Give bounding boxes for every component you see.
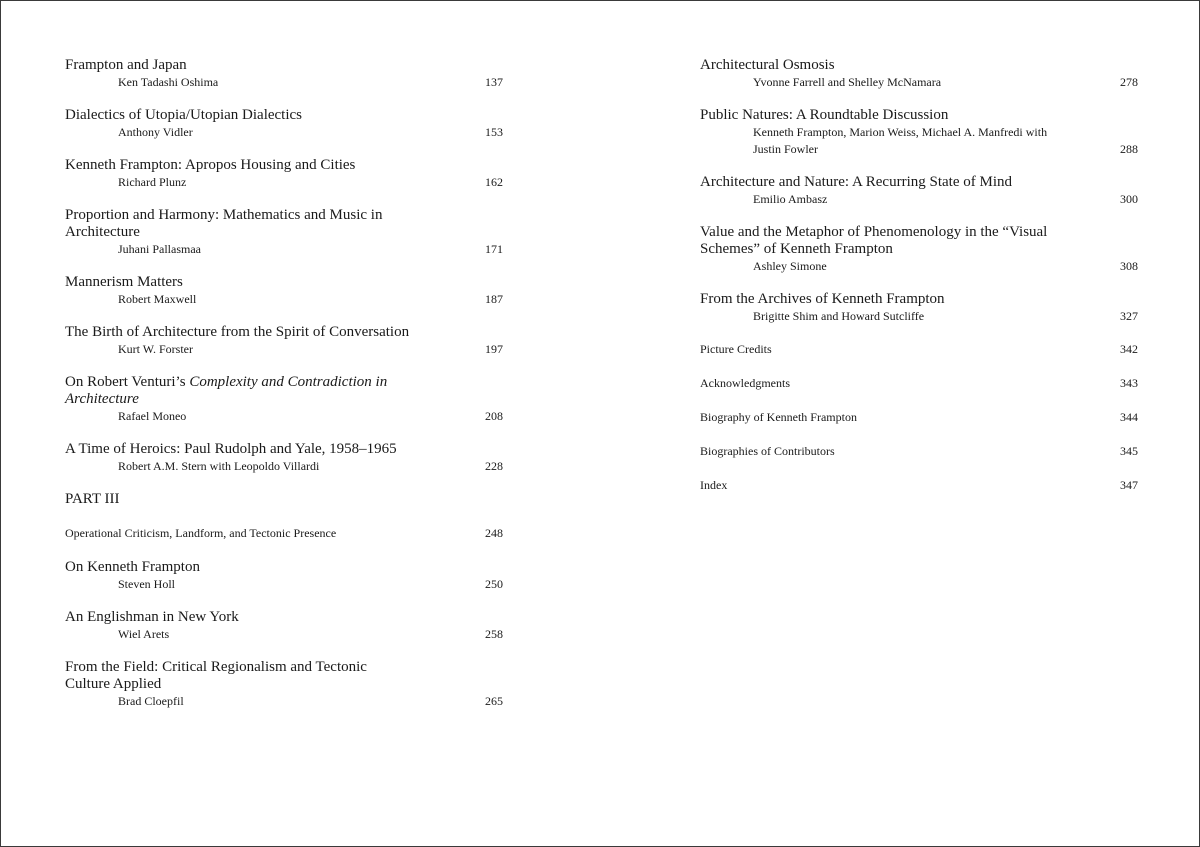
- entry-author: Robert A.M. Stern with Leopoldo Villardi: [118, 459, 320, 473]
- entry-author: Richard Plunz: [118, 175, 187, 189]
- toc-entry: [65, 107, 503, 141]
- entry-author: Robert Maxwell: [118, 292, 197, 306]
- part-heading: PART III: [65, 491, 120, 507]
- entry-page-number: 300: [1120, 192, 1138, 206]
- back-matter-entry: [700, 409, 1138, 426]
- toc-entry: [65, 274, 503, 308]
- toc-entry: [700, 57, 1138, 91]
- entry-author: Emilio Ambasz: [753, 192, 828, 206]
- toc-entry: [65, 374, 503, 425]
- toc-entry: [700, 291, 1138, 325]
- entry-title: Picture Credits: [700, 342, 772, 356]
- toc-entry: [65, 157, 503, 191]
- entry-title: Public Natures: A Roundtable Discussion: [700, 107, 949, 123]
- entry-author: Ashley Simone: [753, 259, 827, 273]
- back-matter-entry: [700, 477, 1138, 494]
- entry-page-number: 288: [1120, 142, 1138, 156]
- entry-page-number: 171: [485, 242, 503, 256]
- toc-entry: [65, 441, 503, 475]
- entry-page-number: 342: [1120, 342, 1138, 356]
- entry-page-number: 208: [485, 409, 503, 423]
- entry-author: Brad Cloepfil: [118, 694, 184, 708]
- entry-page-number: 258: [485, 627, 503, 641]
- entry-title: Mannerism Matters: [65, 274, 183, 290]
- back-matter-entry: [700, 341, 1138, 358]
- entry-author: Rafael Moneo: [118, 409, 187, 423]
- entry-page-number: 343: [1120, 376, 1138, 390]
- entry-title: Operational Criticism, Landform, and Tectonic Presence: [65, 526, 337, 540]
- entry-title: Biography of Kenneth Frampton: [700, 410, 857, 424]
- entry-title: Kenneth Frampton: Apropos Housing and Cities: [65, 157, 356, 173]
- entry-page-number: 308: [1120, 259, 1138, 273]
- entry-page-number: 345: [1120, 444, 1138, 458]
- entry-title: Architectural Osmosis: [700, 57, 835, 73]
- entry-page-number: 187: [485, 292, 503, 306]
- entry-title: The Birth of Architecture from the Spirit of Conversation: [65, 324, 410, 340]
- toc-entry: [65, 659, 503, 710]
- entry-title: An Englishman in New York: [65, 609, 239, 625]
- entry-title: Architecture and Nature: A Recurring State of Mind: [700, 174, 1012, 190]
- entry-author: Brigitte Shim and Howard Sutcliffe: [753, 309, 925, 323]
- entry-title: Dialectics of Utopia/Utopian Dialectics: [65, 107, 303, 123]
- toc-right-column: [700, 57, 1138, 511]
- toc-entry: [65, 324, 503, 358]
- entry-title: On Kenneth Frampton: [65, 559, 200, 575]
- back-matter-entry: [700, 375, 1138, 392]
- entry-title: Proportion and Harmony: Mathematics and Music in Architecture: [65, 207, 383, 240]
- entry-page-number: 153: [485, 125, 503, 139]
- toc-entry: [700, 174, 1138, 208]
- entry-title-prefix: On Robert Venturi’s: [65, 374, 190, 390]
- entry-title: A Time of Heroics: Paul Rudolph and Yale, 1958–1965: [65, 441, 397, 457]
- toc-entry: [700, 107, 1138, 158]
- entry-author: Anthony Vidler: [118, 125, 193, 139]
- entry-page-number: 327: [1120, 309, 1138, 323]
- toc-entry: [65, 559, 503, 593]
- entry-author: Ken Tadashi Oshima: [118, 75, 219, 89]
- entry-author: Yvonne Farrell and Shelley McNamara: [753, 75, 942, 89]
- entry-author: Kurt W. Forster: [118, 342, 193, 356]
- entry-title: From the Archives of Kenneth Frampton: [700, 291, 945, 307]
- part-intro-entry: [65, 525, 503, 542]
- entry-title-italic: Complexity and Contradiction in Architecture: [65, 374, 388, 407]
- entry-author: Kenneth Frampton, Marion Weiss, Michael A. Manfredi with Justin Fowler: [753, 125, 1048, 156]
- entry-page-number: 162: [485, 175, 503, 189]
- entry-title: Acknowledgments: [700, 376, 790, 390]
- entry-title: [65, 374, 395, 408]
- entry-page-number: 265: [485, 694, 503, 708]
- entry-author: Wiel Arets: [118, 627, 170, 641]
- entry-author: Steven Holl: [118, 577, 175, 591]
- entry-title: Index: [700, 478, 728, 492]
- entry-page-number: 344: [1120, 410, 1138, 424]
- entry-page-number: 347: [1120, 478, 1138, 492]
- toc-entry: [65, 609, 503, 643]
- back-matter-entry: [700, 443, 1138, 460]
- entry-author: Juhani Pallasmaa: [118, 242, 201, 256]
- entry-page-number: 137: [485, 75, 503, 89]
- entry-title: Biographies of Contributors: [700, 444, 835, 458]
- entry-page-number: 248: [485, 526, 503, 540]
- entry-page-number: 228: [485, 459, 503, 473]
- toc-entry: [65, 57, 503, 91]
- entry-page-number: 250: [485, 577, 503, 591]
- toc-entry: [65, 207, 503, 258]
- entry-page-number: 197: [485, 342, 503, 356]
- entry-title: From the Field: Critical Regionalism and Tectonic Culture Applied: [65, 659, 367, 692]
- toc-entry: [700, 224, 1138, 275]
- entry-title: Frampton and Japan: [65, 57, 187, 73]
- entry-title: Value and the Metaphor of Phenomenology in the “Visual Schemes” of Kenneth Frampton: [700, 224, 1048, 257]
- entry-page-number: 278: [1120, 75, 1138, 89]
- toc-left-column: [65, 57, 503, 726]
